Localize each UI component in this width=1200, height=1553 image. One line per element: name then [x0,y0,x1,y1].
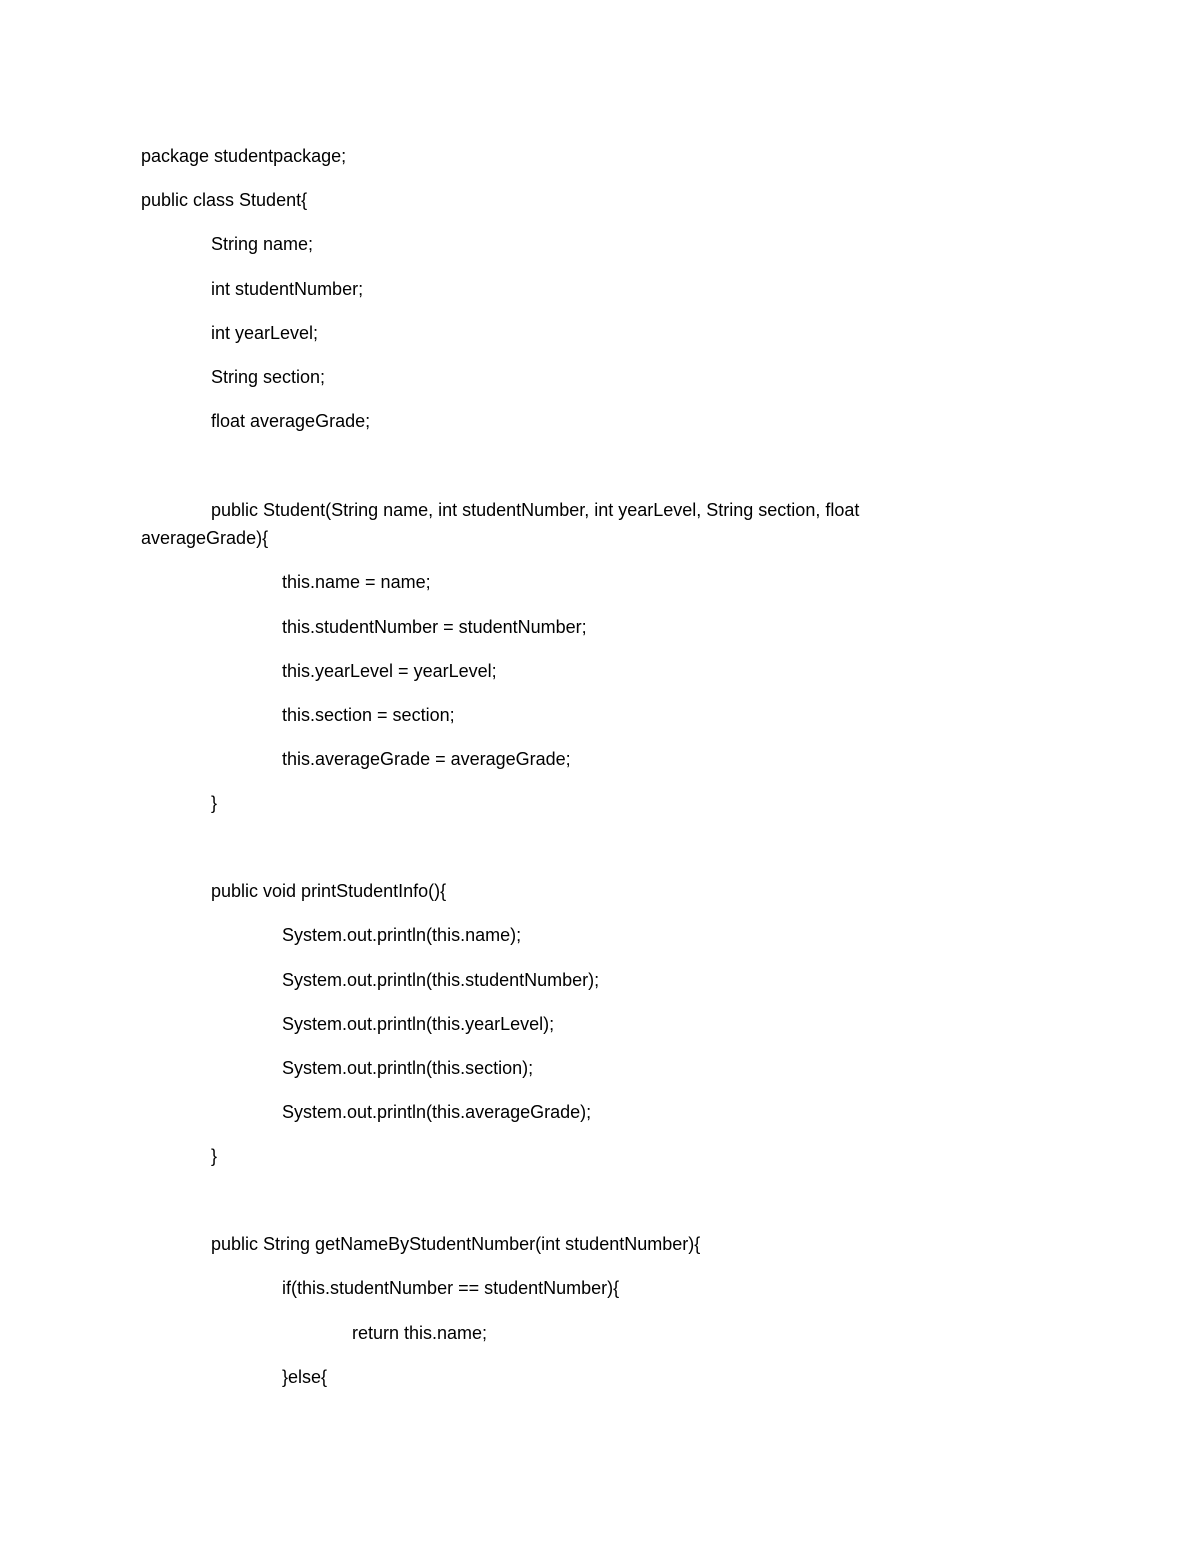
code-line-package: package studentpackage; [141,146,347,166]
code-line-field-section: String section; [211,367,326,387]
code-line-constructor-signature-wrap: averageGrade){ [141,528,269,548]
code-line-field-year-level: int yearLevel; [211,323,319,343]
code-line-else: }else{ [282,1367,328,1387]
code-line-field-average-grade: float averageGrade; [211,411,371,431]
code-line-assign-name: this.name = name; [282,572,431,592]
code-line-constructor-signature: public Student(String name, int studentNumber, int yearLevel, String section, float [211,500,860,520]
code-line-getter-signature: public String getNameByStudentNumber(int studentNumber){ [211,1234,701,1254]
code-line-print-method-close: } [211,1146,218,1166]
code-line-print-year-level: System.out.println(this.yearLevel); [282,1014,555,1034]
code-line-field-student-number: int studentNumber; [211,279,364,299]
code-line-print-method-signature: public void printStudentInfo(){ [211,881,447,901]
code-line-assign-student-number: this.studentNumber = studentNumber; [282,617,587,637]
code-line-assign-section: this.section = section; [282,705,455,725]
code-line-field-name: String name; [211,234,314,254]
code-line-print-section: System.out.println(this.section); [282,1058,534,1078]
code-line-print-average-grade: System.out.println(this.averageGrade); [282,1102,592,1122]
code-line-if-condition: if(this.studentNumber == studentNumber){ [282,1278,620,1298]
code-line-print-name: System.out.println(this.name); [282,925,522,945]
code-line-class-declaration: public class Student{ [141,190,308,210]
code-line-return-name: return this.name; [352,1323,488,1343]
code-line-constructor-close: } [211,793,218,813]
code-line-assign-average-grade: this.averageGrade = averageGrade; [282,749,571,769]
code-line-assign-year-level: this.yearLevel = yearLevel; [282,661,497,681]
code-line-print-student-number: System.out.println(this.studentNumber); [282,970,600,990]
